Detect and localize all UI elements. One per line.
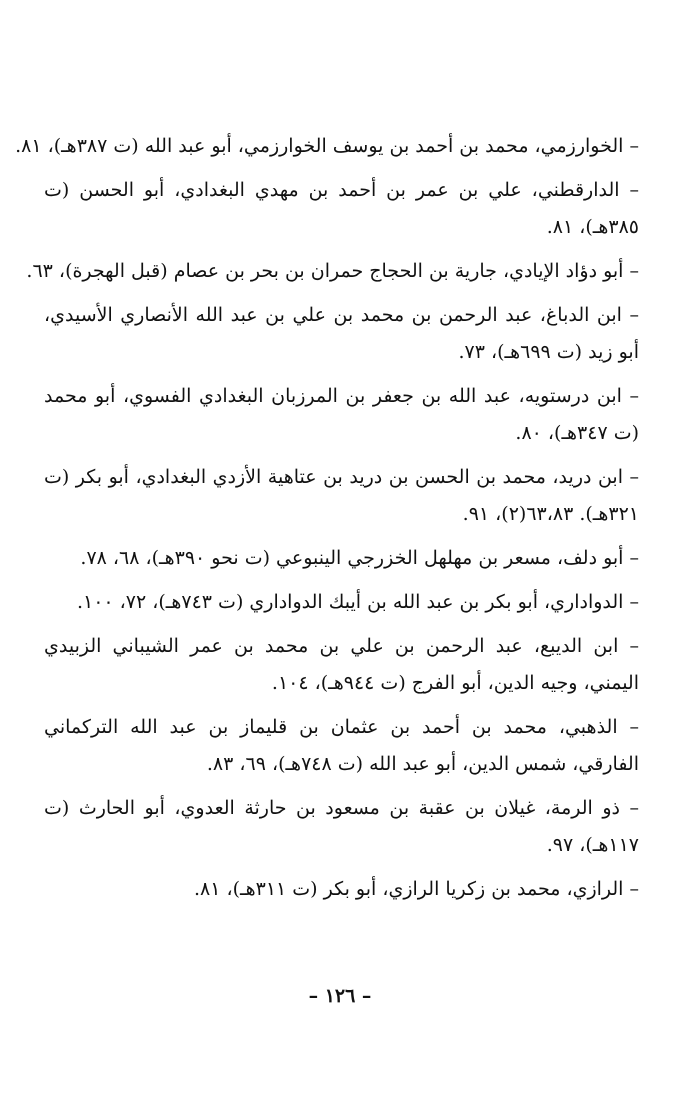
- index-entry: – الدواداري، أبو بكر بن عبد الله بن أيبك الدواداري (ت ٧٤٣هـ)، ٧٢، ١٠٠.: [76, 591, 639, 613]
- index-entry: – أبو دلف، مسعر بن مهلهل الخزرجي الينبوعي (ت نحو ٣٩٠هـ)، ٦٨، ٧٨.: [80, 547, 639, 569]
- index-entry: – ابن درستويه، عبد الله بن جعفر بن المرزبان البغدادي الفسوي، أبو محمد (ت ٣٤٧هـ)، ٨٠.: [44, 385, 639, 444]
- index-entry: – ابن الديبع، عبد الرحمن بن علي بن محمد بن عمر الشيباني الزبيدي اليمني، وجيه الدين، أبو الفرج (ت ٩٤٤هـ)، ١٠٤.: [44, 635, 639, 694]
- index-entry: – ذو الرمة، غيلان بن عقبة بن مسعود بن حارثة العدوي، أبو الحارث (ت ١١٧هـ)، ٩٧.: [44, 797, 639, 856]
- index-entry: – الذهبي، محمد بن أحمد بن عثمان بن قليماز بن عبد الله التركماني الفارقي، شمس الدين، أبو عبد الله (ت ٧٤٨هـ)، ٦٩، ٨٣.: [44, 716, 639, 775]
- page-number: – ١٢٦ –: [308, 985, 372, 1007]
- index-entry: – الدارقطني، علي بن عمر بن أحمد بن مهدي البغدادي، أبو الحسن (ت ٣٨٥هـ)، ٨١.: [44, 179, 639, 238]
- index-entry: – ابن الدباغ، عبد الرحمن بن محمد بن علي بن عبد الله الأنصاري الأسيدي، أبو زيد (ت ٦٩٩هـ)، ٧٣.: [44, 304, 639, 363]
- index-entry: – الخوارزمي، محمد بن أحمد بن يوسف الخوارزمي، أبو عبد الله (ت ٣٨٧هـ)، ٨١.: [15, 135, 639, 157]
- index-entry: – ابن دريد، محمد بن الحسن بن دريد بن عتاهية الأزدي البغدادي، أبو بكر (ت ٣٢١هـ). ٦٣،٨٣(٢)، ٩١.: [44, 466, 639, 525]
- index-entry: – أبو دؤاد الإيادي، جارية بن الحجاج حمران بن بحر بن عصام (قبل الهجرة)، ٦٣.: [26, 260, 639, 282]
- index-entries: [15, 128, 639, 915]
- index-entry: – الرازي، محمد بن زكريا الرازي، أبو بكر (ت ٣١١هـ)، ٨١.: [193, 878, 639, 900]
